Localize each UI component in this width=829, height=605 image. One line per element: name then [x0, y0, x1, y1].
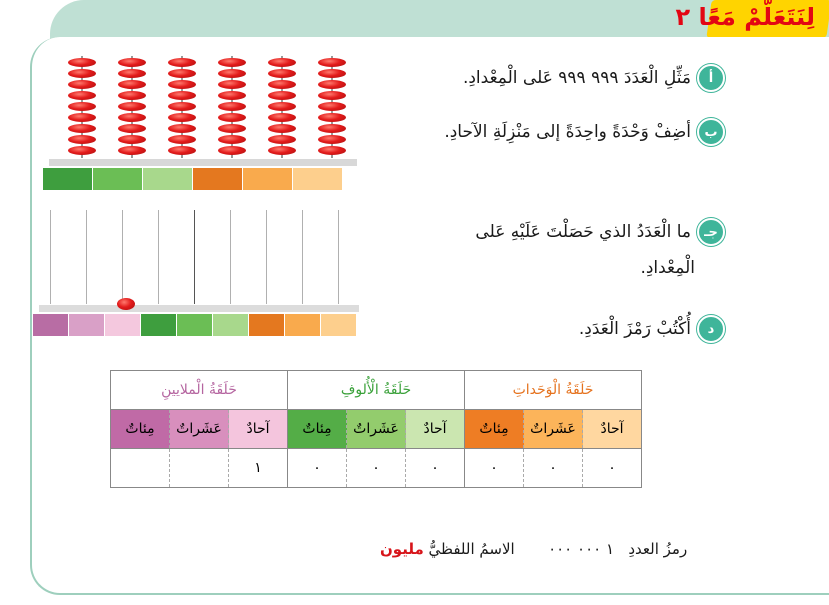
abacus2-base-top: [38, 304, 360, 313]
abacus-block: [284, 313, 321, 337]
bead: [218, 124, 246, 133]
abacus-rod: [302, 210, 303, 306]
bead: [218, 69, 246, 78]
place-value-table: [110, 370, 642, 488]
bead: [268, 91, 296, 100]
value-cell: ٠: [406, 449, 465, 488]
question-d: [579, 315, 725, 343]
col-header: مِئاتٌ: [111, 410, 170, 449]
bead: [68, 80, 96, 89]
bead: [168, 58, 196, 67]
col-header: آحادٌ: [229, 410, 288, 449]
abacus-block: [176, 313, 213, 337]
bead: [68, 113, 96, 122]
name-label: الاسمُ اللفظيُّ: [428, 540, 515, 558]
value-row: [111, 449, 642, 488]
col-header: عَشَراتٌ: [170, 410, 229, 449]
abacus-rod: [338, 210, 339, 306]
bead: [118, 113, 146, 122]
bead: [268, 80, 296, 89]
col-header: آحادٌ: [583, 410, 642, 449]
value-cell: [111, 449, 170, 488]
abacus-rod: [158, 210, 159, 306]
bead: [68, 135, 96, 144]
abacus-block: [68, 313, 105, 337]
abacus-block: [242, 167, 293, 191]
bead: [218, 58, 246, 67]
bead: [318, 80, 346, 89]
abacus-block: [142, 167, 193, 191]
group-millions-label: حَلَقَةُ الْملايينِ: [161, 382, 237, 398]
col-header: مِئاتٌ: [465, 410, 524, 449]
bead: [118, 146, 146, 155]
bead: [168, 113, 196, 122]
abacus-block: [92, 167, 143, 191]
group-millions: [111, 371, 288, 410]
bead: [268, 113, 296, 122]
value-cell: ٠: [347, 449, 406, 488]
bead: [118, 91, 146, 100]
bead: [68, 102, 96, 111]
bead: [318, 146, 346, 155]
bead: [118, 80, 146, 89]
bead: [168, 135, 196, 144]
page-title: لِنَتَعَلَّمْ مَعًا ٢: [675, 3, 815, 31]
question-a-text: مَثِّلِ الْعَدَدَ ٩٩٩ ٩٩٩ عَلى الْمِعْدادِ.: [462, 68, 691, 88]
group-units: [465, 371, 642, 410]
col-header: عَشَراتٌ: [347, 410, 406, 449]
abacus-block: [320, 313, 357, 337]
value-cell: [170, 449, 229, 488]
abacus-rod: [230, 210, 231, 306]
abacus-block: [248, 313, 285, 337]
question-c-text: ما الْعَدَدُ الذي حَصَلْتَ عَلَيْهِ عَلى: [475, 222, 691, 242]
col-header: آحادٌ: [406, 410, 465, 449]
bead: [318, 124, 346, 133]
name-value: مليون: [380, 540, 424, 558]
bead: [168, 69, 196, 78]
value-cell: ٠: [288, 449, 347, 488]
bead: [318, 69, 346, 78]
value-cell: ٠: [524, 449, 583, 488]
group-thousands: [288, 371, 465, 410]
value-cell: ١: [229, 449, 288, 488]
bead: [268, 102, 296, 111]
bead: [268, 69, 296, 78]
bead: [168, 146, 196, 155]
bead: [268, 58, 296, 67]
question-c: [475, 218, 725, 246]
abacus-block: [104, 313, 141, 337]
bead: [318, 135, 346, 144]
abacus-rod: [50, 210, 51, 306]
bead: [68, 146, 96, 155]
question-d-text: أُكْتُبْ رَمْزَ الْعَدَدِ.: [578, 319, 691, 339]
question-b-text: أضِفْ وَحْدَةً واحِدَةً إلى مَنْزِلَةِ الآحادِ.: [444, 122, 691, 142]
abacus-full: [38, 52, 360, 197]
abacus-single: [32, 210, 362, 345]
bead: [218, 113, 246, 122]
question-b: [444, 118, 725, 146]
bead: [168, 91, 196, 100]
bead: [68, 58, 96, 67]
bead: [318, 102, 346, 111]
abacus-rod: [194, 210, 195, 306]
bead: [268, 135, 296, 144]
question-c-text-line2: الْمِعْدادِ.: [640, 258, 695, 278]
symbol-value: ١ ٠٠٠ ٠٠٠: [548, 540, 615, 558]
bead: [118, 124, 146, 133]
bead: [118, 58, 146, 67]
column-header-row: [111, 410, 642, 449]
bead: [268, 124, 296, 133]
bead: [168, 80, 196, 89]
bead: [117, 298, 135, 310]
bead: [118, 102, 146, 111]
bead: [218, 80, 246, 89]
bead: [68, 124, 96, 133]
group-units-label: حَلَقَةُ الْوَحَداتِ: [512, 382, 594, 398]
question-a: [463, 64, 725, 92]
abacus-base-top: [48, 158, 358, 167]
abacus-block: [292, 167, 343, 191]
bead: [268, 146, 296, 155]
bead: [118, 69, 146, 78]
col-header: عَشَراتٌ: [524, 410, 583, 449]
abacus-block: [192, 167, 243, 191]
bead: [318, 58, 346, 67]
abacus-block: [32, 313, 69, 337]
bead: [318, 113, 346, 122]
abacus-block: [42, 167, 93, 191]
badge-d: د: [697, 315, 725, 343]
badge-b: ب: [697, 118, 725, 146]
col-header: مِئاتٌ: [288, 410, 347, 449]
abacus-block: [212, 313, 249, 337]
group-row: [111, 371, 642, 410]
bead: [218, 91, 246, 100]
bead: [218, 135, 246, 144]
bead: [318, 91, 346, 100]
abacus-block: [140, 313, 177, 337]
group-thousands-label: حَلَقَةُ الْأُلوفِ: [340, 382, 412, 398]
value-cell: ٠: [465, 449, 524, 488]
abacus-rod: [86, 210, 87, 306]
badge-c: جـ: [697, 218, 725, 246]
bead: [168, 102, 196, 111]
bead: [68, 69, 96, 78]
abacus-rod: [266, 210, 267, 306]
bead: [118, 135, 146, 144]
badge-a: أ: [697, 64, 725, 92]
bead: [68, 91, 96, 100]
value-cell: ٠: [583, 449, 642, 488]
bead: [218, 146, 246, 155]
bead: [218, 102, 246, 111]
symbol-label: رمزُ العددِ: [628, 540, 688, 558]
abacus-rod: [122, 210, 123, 306]
summary-line: [380, 540, 687, 558]
bead: [168, 124, 196, 133]
